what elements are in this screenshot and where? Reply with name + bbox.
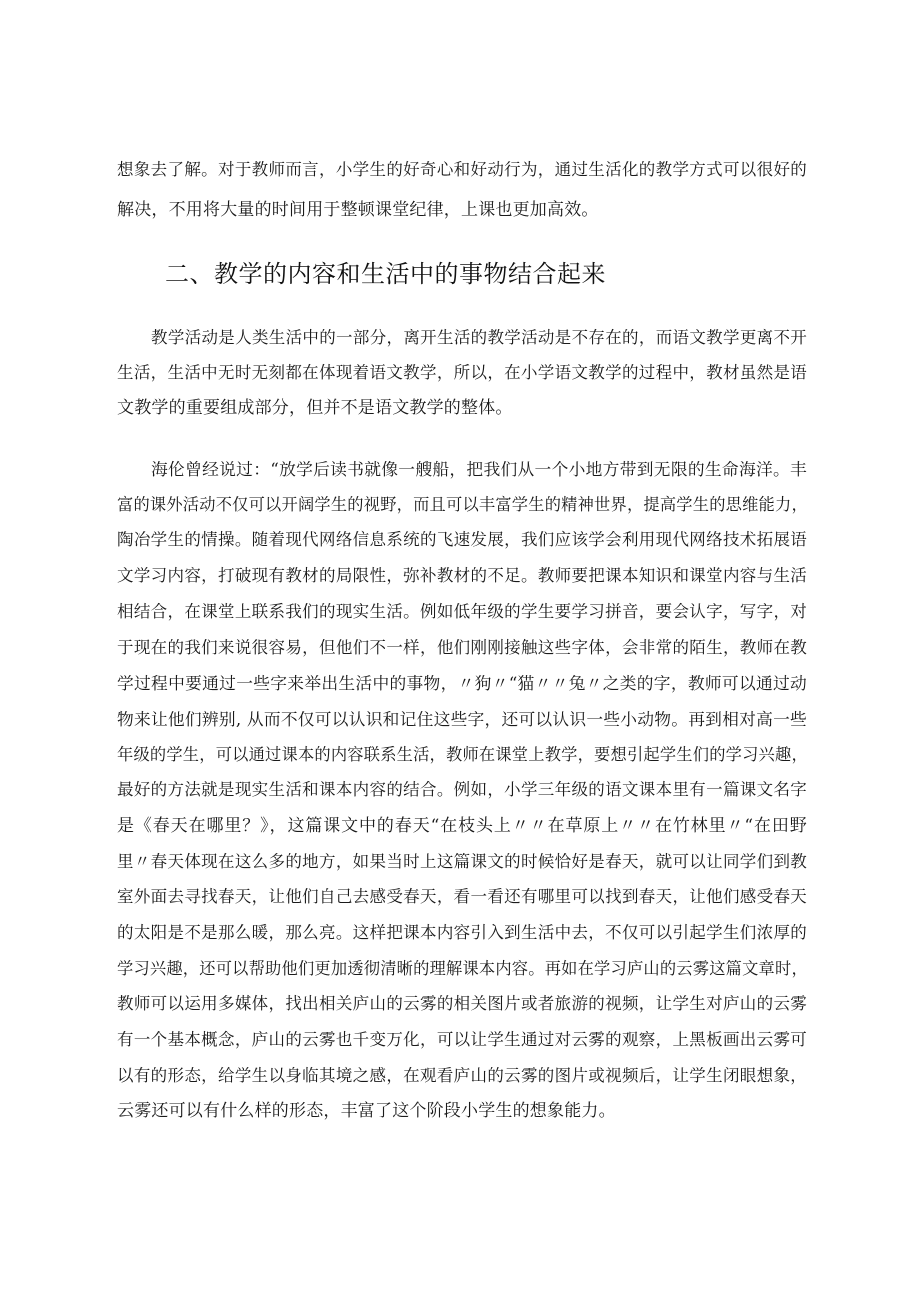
paragraph-line: 物来让他们辨别, 从而不仅可以认识和记住这些字，还可以认识一些小动物。再到相对高一些 bbox=[117, 709, 807, 729]
paragraph-line: 海伦曾经说过：“放学后读书就像一艘船，把我们从一个小地方带到无限的生命海洋。丰 bbox=[151, 459, 807, 479]
paragraph-line: 的太阳是不是那么暖，那么亮。这样把课本内容引入到生活中去，不仅可以引起学生们浓厚的 bbox=[117, 923, 807, 942]
paragraph-line: 陶冶学生的情操。随着现代网络信息系统的飞速发展，我们应该学会利用现代网络技术拓展语 bbox=[117, 530, 807, 549]
paragraph-line: 解决，不用将大量的时间用于整顿课堂纪律，上课也更加高效。 bbox=[117, 200, 599, 220]
paragraph-line: 于现在的我们来说很容易，但他们不一样，他们刚刚接触这些字体，会非常的陌生，教师在教 bbox=[117, 638, 807, 657]
paragraph-line: 富的课外活动不仅可以开阔学生的视野，而且可以丰富学生的精神世界，提高学生的思维能力， bbox=[117, 495, 808, 514]
paragraph-line: 最好的方法就是现实生活和课本内容的结合。例如，小学三年级的语文课本里有一篇课文名字 bbox=[117, 780, 807, 799]
paragraph-line: 室外面去寻找春天，让他们自己去感受春天，看一看还有哪里可以找到春天，让他们感受春天 bbox=[117, 887, 807, 906]
paragraph-line: 有一个基本概念，庐山的云雾也千变万化，可以让学生通过对云雾的观察，上黑板画出云雾可 bbox=[117, 1030, 807, 1049]
paragraph-line: 是《春天在哪里？》，这篇课文中的春天“在枝头上〃〃在草原上〃〃在竹林里〃“在田野 bbox=[117, 816, 807, 836]
paragraph-line: 文教学的重要组成部分，但并不是语文教学的整体。 bbox=[117, 398, 513, 418]
paragraph-line: 以有的形态，给学生以身临其境之感，在观看庐山的云雾的图片或视频后，让学生闭眼想象， bbox=[117, 1066, 807, 1085]
paragraph-line: 生活，生活中无时无刻都在体现着语文教学，所以，在小学语文教学的过程中，教材虽然是语 bbox=[117, 363, 807, 382]
section-heading: 二、教学的内容和生活中的事物结合起来 bbox=[165, 260, 606, 288]
paragraph-line: 年级的学生，可以通过课本的内容联系生活，教师在课堂上教学，要想引起学生们的学习兴趣， bbox=[117, 745, 808, 764]
paragraph-line: 想象去了解。对于教师而言，小学生的好奇心和好动行为，通过生活化的教学方式可以很好的 bbox=[117, 160, 807, 179]
paragraph-line: 文学习内容，打破现有教材的局限性，弥补教材的不足。教师要把课本知识和课堂内容与生活 bbox=[117, 566, 807, 585]
paragraph-line: 里〃春天体现在这么多的地方，如果当时上这篇课文的时候恰好是春天，就可以让同学们到教 bbox=[117, 852, 807, 871]
paragraph-line: 相结合，在课堂上联系我们的现实生活。例如低年级的学生要学习拼音，要会认字，写字，对 bbox=[117, 602, 807, 621]
paragraph-line: 教师可以运用多媒体，找出相关庐山的云雾的相关图片或者旅游的视频，让学生对庐山的云雾 bbox=[117, 994, 807, 1013]
paragraph-line: 学习兴趣，还可以帮助他们更加透彻清晰的理解课本内容。再如在学习庐山的云雾这篇文章时， bbox=[117, 959, 808, 978]
paragraph-line: 云雾还可以有什么样的形态，丰富了这个阶段小学生的想象能力。 bbox=[117, 1101, 616, 1121]
paragraph-line: 学过程中要通过一些字来举出生活中的事物，〃狗〃“猫〃〃兔〃之类的字，教师可以通过动 bbox=[117, 673, 807, 693]
paragraph-line: 教学活动是人类生活中的一部分，离开生活的教学活动是不存在的，而语文教学更离不开 bbox=[151, 328, 807, 347]
